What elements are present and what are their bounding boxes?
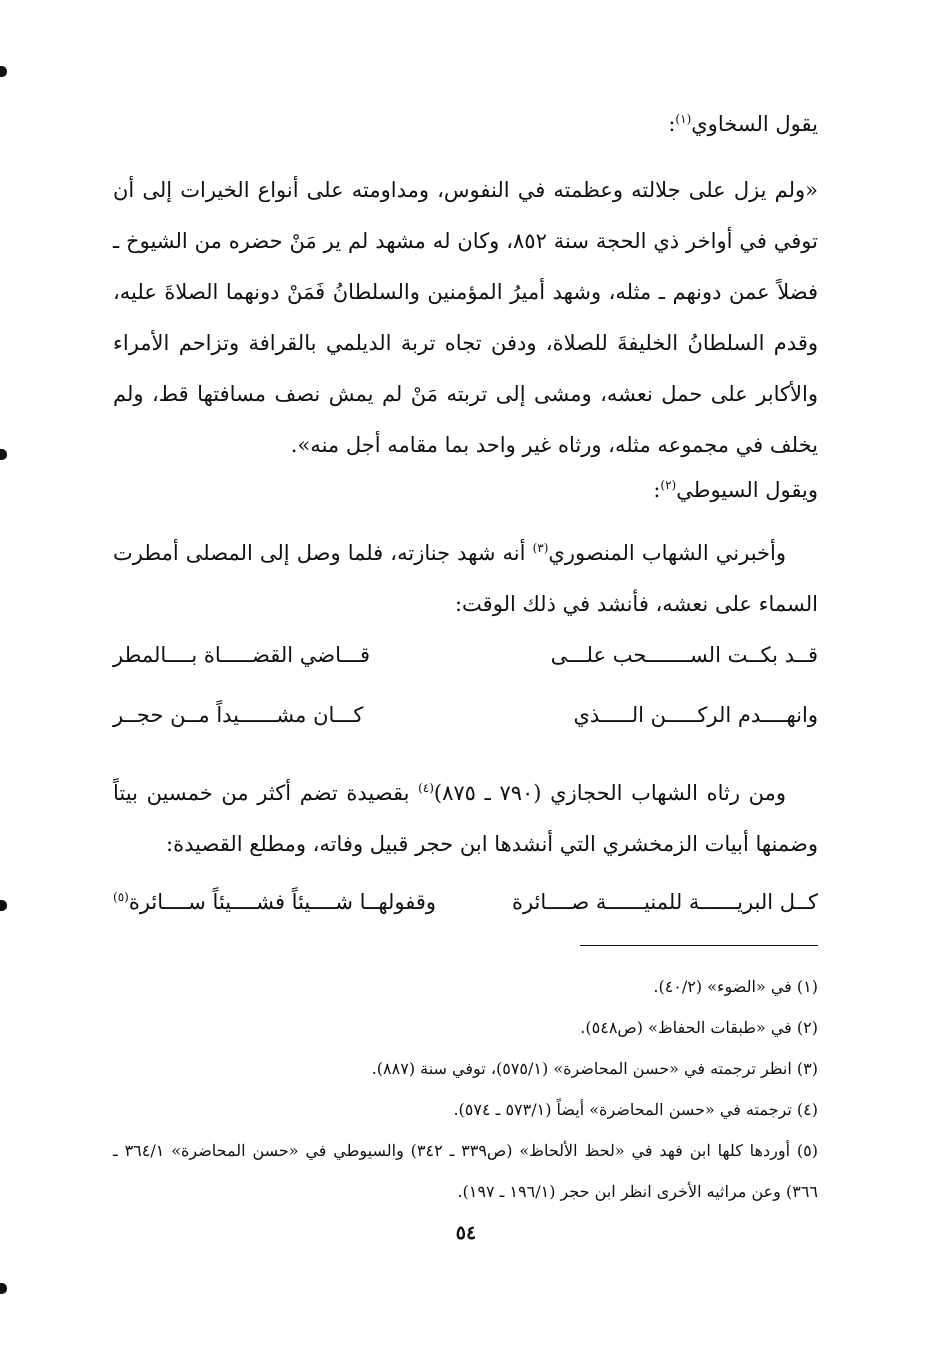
verse-1-second-hemistich: قـــاضي القضـــــاة بــــالمطر xyxy=(113,643,371,667)
footnote-ref-2: (٢) xyxy=(660,478,677,492)
quote-paragraph-sakhawi xyxy=(113,165,818,465)
heading-text: يقول السخاوي xyxy=(691,112,818,136)
page-number: ٥٤ xyxy=(455,1222,477,1244)
footnote-2: (٢) في «طبقات الحفاظ» (ص٥٤٨). xyxy=(580,1018,818,1037)
verse-2-first-hemistich: وانهــــدم الركـــــن الـــــذي xyxy=(573,703,818,727)
verse-1-first-hemistich: قــد بكــت الســـــــحب علـــى xyxy=(550,643,818,667)
quote-text: «ولم يزل على جلالته وعظمته في النفوس، ومداومته على أنواع الخيرات إلى أن توفي في أواخر ذي الحجة سنة ٨٥٢، وكان له مشهد لم ير مَنْ حضره من الشيوخ ـ فضلاً عمن دونهم ـ مثله، وشهد أميرُ المؤمنين والسلطانُ فَمَنْ دونهما الصلاةَ عليه، وقدم السلطانُ الخليفةَ للصلاة، ودفن تجاه تربة الديلمي بالقرافة وتزاحم الأمراء والأكابر على حمل نعشه، ومشى إلى تربته مَنْ لم يمش نصف مسافتها قط، ولم يخلف في مجموعه مثله، ورثاه غير واحد بما مقامه أجل منه». xyxy=(113,178,819,457)
elegy-text-start: ومن رثاه الشهاب الحجازي (٧٩٠ ـ ٨٧٥) xyxy=(433,781,786,805)
binding-mark-top xyxy=(0,66,7,77)
footnote-ref-5: (٥) xyxy=(113,890,129,904)
verse-3-first-hemistich: كــل البريــــــة للمنيــــــة صــــائرة xyxy=(511,890,818,914)
footnote-ref-4: (٤) xyxy=(418,781,434,795)
heading-colon: : xyxy=(668,112,676,136)
poem-verse-1 xyxy=(113,643,818,677)
heading-colon: : xyxy=(653,478,661,502)
footnote-1: (١) في «الضوء» (٤٠/٢). xyxy=(653,977,818,996)
binding-mark-bottom xyxy=(0,1283,7,1294)
verse-2-second-hemistich: كـــان مشــــــيداً مــن حجــر xyxy=(113,703,364,727)
footnote-5: (٥) أوردها كلها ابن فهد في «لحظ الألحاظ» (ص٣٣٩ ـ ٣٤٢) والسيوطي في «حسن المحاضرة» ٣٦٤/١ ـ ٣٦٦) وعن مراثيه الأخرى انظر ابن حجر (١٩٦/١ ـ ١٩٧). xyxy=(113,1141,818,1201)
elegy-text-end: بقصيدة تضم أكثر من خمسين بيتاً وضمنها أبيات الزمخشري التي أنشدها ابن حجر قبيل وفاته، ومطلع القصيدة: xyxy=(113,781,818,856)
footnote-separator xyxy=(580,945,818,946)
binding-mark-upper xyxy=(0,449,7,460)
narration-paragraph xyxy=(113,528,818,628)
poem-verse-3 xyxy=(113,890,818,924)
verse-3-second-hemistich-text: وقفولهــا شــــيئاً فشــــيئاً ســــائرة xyxy=(128,890,437,914)
verse-3-second-hemistich xyxy=(113,890,436,914)
section-heading-suyuti xyxy=(653,478,818,502)
heading-text: ويقول السيوطي xyxy=(676,478,818,502)
footnote-4: (٤) ترجمته في «حسن المحاضرة» أيضاً (٥٧٣/١ ـ ٥٧٤). xyxy=(453,1100,818,1119)
footnote-3: (٣) انظر ترجمته في «حسن المحاضرة» (٥٧٥/١)، توفي سنة (٨٨٧). xyxy=(371,1059,818,1078)
elegy-paragraph xyxy=(113,768,818,868)
footnote-ref-3: (٣) xyxy=(532,541,549,555)
binding-mark-lower xyxy=(0,900,7,911)
narration-text-start: وأخبرني الشهاب المنصوري xyxy=(548,541,786,565)
section-heading-sakhawi xyxy=(668,112,818,136)
footnotes xyxy=(113,966,818,1212)
footnote-ref-1: (١) xyxy=(675,112,692,126)
poem-verse-2 xyxy=(113,703,818,737)
narration-text-end: أنه شهد جنازته، فلما وصل إلى المصلى أمطرت السماء على نعشه، فأنشد في ذلك الوقت: xyxy=(113,541,818,616)
